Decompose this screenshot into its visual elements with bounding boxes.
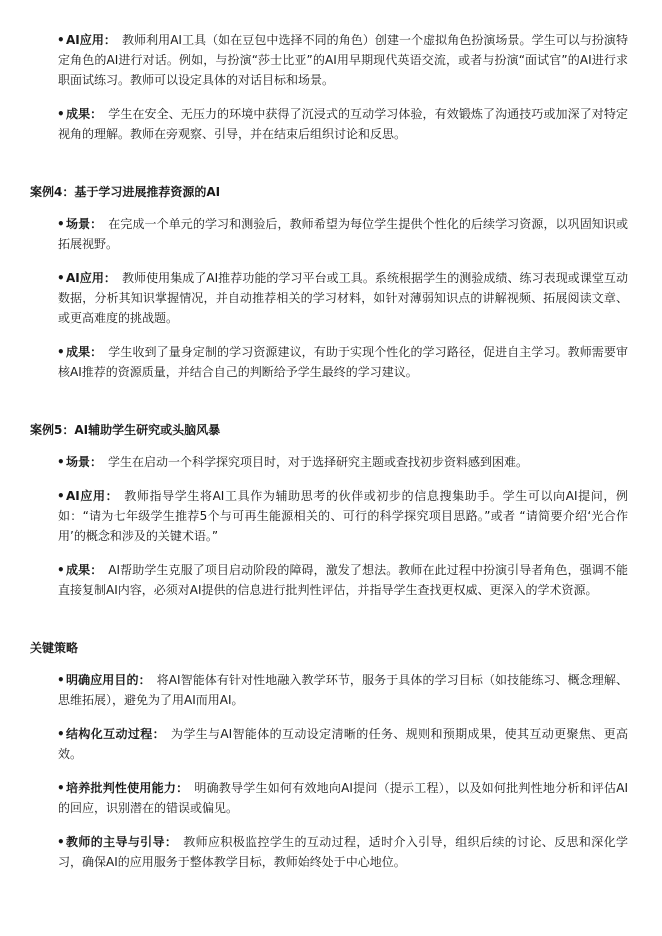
item-text: 学生收到了量身定制的学习资源建议，有助于实现个性化的学习路径，促进自主学习。教师需要审核AI推荐的资源质量，并结合自己的判断给予学生最终的学习建议。 bbox=[58, 345, 628, 379]
item-text: 将AI智能体有针对性地融入教学环节，服务于具体的学习目标（如技能练习、概念理解、思维拓展），避免为了用AI而用AI。 bbox=[58, 673, 628, 707]
bullet-icon: • bbox=[57, 781, 65, 795]
item-label: 结构化互动过程： bbox=[66, 727, 165, 741]
bullet-icon: • bbox=[57, 455, 65, 469]
case5-section bbox=[30, 420, 628, 600]
list-item bbox=[30, 778, 628, 818]
case4-section bbox=[30, 182, 628, 382]
list-item bbox=[30, 560, 628, 600]
bullet-icon: • bbox=[57, 489, 65, 503]
list-item bbox=[30, 452, 628, 472]
item-label: AI应用： bbox=[66, 271, 116, 285]
item-label: 成果： bbox=[66, 345, 103, 359]
intro-block bbox=[30, 30, 628, 144]
strategies-section bbox=[30, 638, 628, 872]
item-text: 教师使用集成了AI推荐功能的学习平台或工具。系统根据学生的测验成绩、练习表现或课堂互动数据，分析其知识掌握情况，并自动推荐相关的学习材料，如针对薄弱知识点的讲解视频、拓展阅读文章、或更高难度的挑战题。 bbox=[58, 271, 628, 325]
item-label: 成果： bbox=[66, 107, 103, 121]
item-text: 教师指导学生将AI工具作为辅助思考的伙伴或初步的信息搜集助手。学生可以向AI提问，例如：“请为七年级学生推荐5个与可再生能源相关的、可行的科学探究项目思路。”或者 “请简要介绍‘光合作用’的概念和涉及的关键术语。” bbox=[58, 489, 628, 543]
case5-title: 案例5：AI辅助学生研究或头脑风暴 bbox=[30, 423, 221, 437]
item-label: 场景： bbox=[66, 217, 103, 231]
bullet-icon: • bbox=[57, 271, 65, 285]
list-item bbox=[30, 30, 628, 90]
bullet-icon: • bbox=[57, 563, 65, 577]
item-label: 明确应用目的： bbox=[66, 673, 151, 687]
item-text: 学生在安全、无压力的环境中获得了沉浸式的互动学习体验，有效锻炼了沟通技巧或加深了对特定视角的理解。教师在旁观察、引导，并在结束后组织讨论和反思。 bbox=[58, 107, 628, 141]
item-text: 明确教导学生如何有效地向AI提问（提示工程），以及如何批判性地分析和评估AI的回应，识别潜在的错误或偏见。 bbox=[58, 781, 628, 815]
list-item bbox=[30, 104, 628, 144]
item-label: 培养批判性使用能力： bbox=[66, 781, 189, 795]
item-label: AI应用： bbox=[66, 489, 119, 503]
item-text: 教师应积极监控学生的互动过程，适时介入引导，组织后续的讨论、反思和深化学习，确保AI的应用服务于整体教学目标，教师始终处于中心地位。 bbox=[58, 835, 628, 869]
bullet-icon: • bbox=[57, 107, 65, 121]
case4-title: 案例4：基于学习进展推荐资源的AI bbox=[30, 185, 221, 199]
item-label: 场景： bbox=[66, 455, 103, 469]
item-label: AI应用： bbox=[66, 33, 116, 47]
list-item bbox=[30, 832, 628, 872]
list-item bbox=[30, 214, 628, 254]
list-item bbox=[30, 724, 628, 764]
list-item bbox=[30, 486, 628, 546]
list-item bbox=[30, 670, 628, 710]
bullet-icon: • bbox=[57, 217, 65, 231]
item-label: 教师的主导与引导： bbox=[66, 835, 178, 849]
item-text: 在完成一个单元的学习和测验后，教师希望为每位学生提供个性化的后续学习资源，以巩固知识或拓展视野。 bbox=[58, 217, 628, 251]
item-text: 教师利用AI工具（如在豆包中选择不同的角色）创建一个虚拟角色扮演场景。学生可以与扮演特定角色的AI进行对话。例如，与扮演“莎士比亚”的AI用早期现代英语交流，或者与扮演“面试官”的AI进行求职面试练习。教师可以设定具体的对话目标和场景。 bbox=[58, 33, 628, 87]
item-text: 为学生与AI智能体的互动设定清晰的任务、规则和预期成果，使其互动更聚焦、更高效。 bbox=[58, 727, 628, 761]
list-item bbox=[30, 268, 628, 328]
bullet-icon: • bbox=[57, 673, 65, 687]
bullet-icon: • bbox=[57, 835, 65, 849]
bullet-icon: • bbox=[57, 727, 65, 741]
list-item bbox=[30, 342, 628, 382]
bullet-icon: • bbox=[57, 33, 65, 47]
item-label: 成果： bbox=[66, 563, 103, 577]
item-text: 学生在启动一个科学探究项目时，对于选择研究主题或查找初步资料感到困难。 bbox=[108, 455, 529, 469]
item-text: AI帮助学生克服了项目启动阶段的障碍，激发了想法。教师在此过程中扮演引导者角色，强调不能直接复制AI内容，必须对AI提供的信息进行批判性评估，并指导学生查找更权威、更深入的学术资源。 bbox=[58, 563, 628, 597]
bullet-icon: • bbox=[57, 345, 65, 359]
strategies-title: 关键策略 bbox=[30, 641, 79, 655]
